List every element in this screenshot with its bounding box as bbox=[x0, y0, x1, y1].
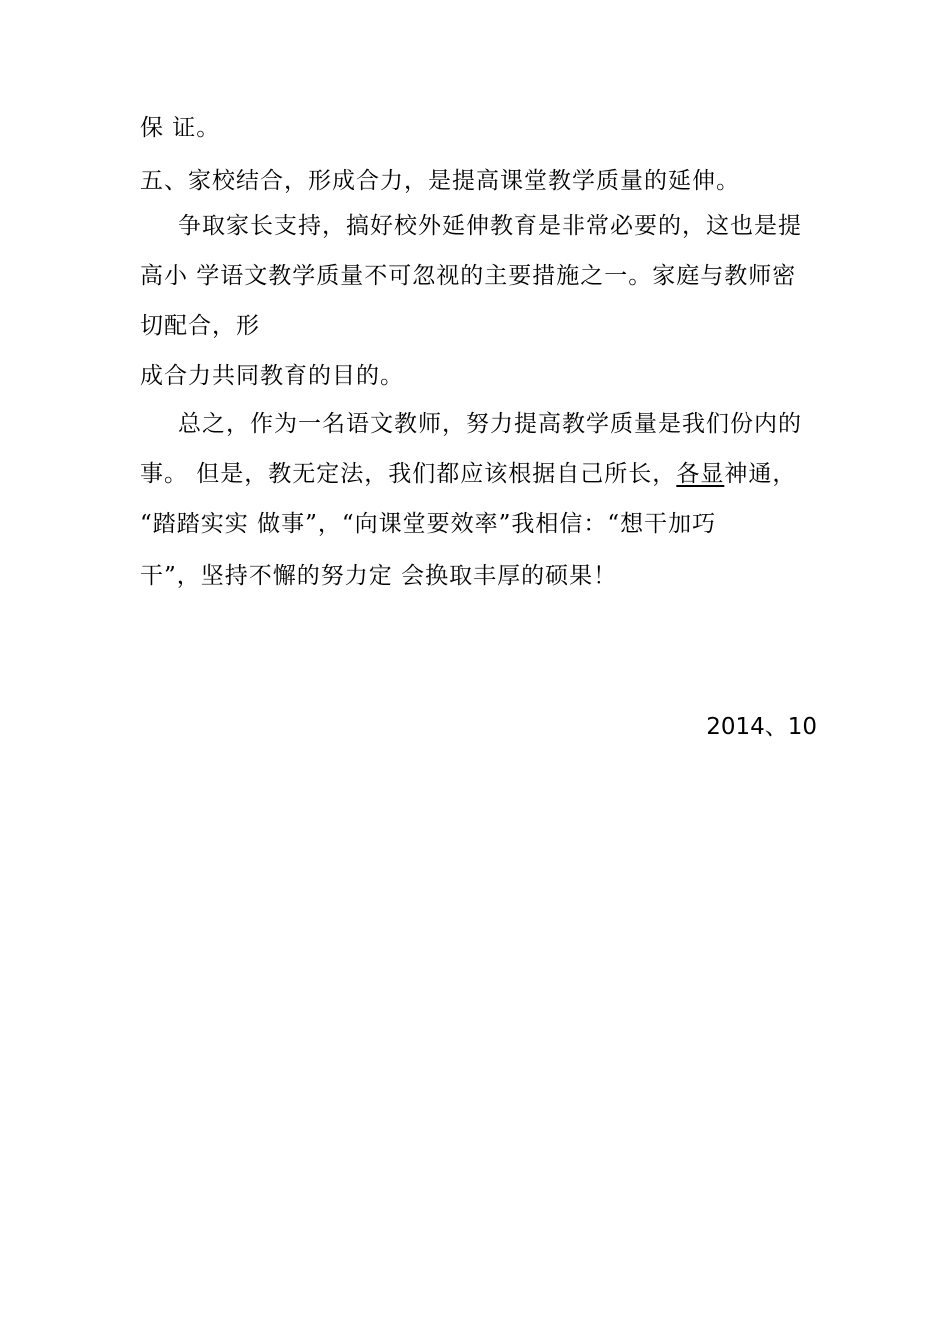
text-line-4: 高小 学语文教学质量不可忽视的主要措施之一。家庭与教师密 bbox=[140, 263, 797, 289]
text-line-1: 保 证。 bbox=[140, 115, 221, 141]
text-line-8 bbox=[140, 459, 796, 489]
text-line-5: 切配合，形 bbox=[140, 313, 260, 339]
text-line-8-after: 神通， bbox=[724, 461, 797, 487]
document-date: 2014、10 bbox=[706, 714, 817, 740]
text-line-3: 争取家长支持，搞好校外延伸教育是非常必要的，这也是提 bbox=[178, 213, 802, 239]
underlined-text: 各显 bbox=[676, 461, 725, 487]
text-line-9: “踏踏实实 做事”，“向课堂要效率”我相信：“想干加巧 bbox=[140, 511, 717, 537]
text-line-10: 干”，坚持不懈的努力定 会换取丰厚的硕果！ bbox=[140, 563, 618, 589]
text-line-8-before: 事。 但是，教无定法，我们都应该根据自己所长， bbox=[140, 461, 677, 487]
section-heading-5: 五、家校结合，形成合力，是提高课堂教学质量的延伸。 bbox=[140, 168, 740, 194]
text-line-7: 总之，作为一名语文教师，努力提高教学质量是我们份内的 bbox=[178, 411, 802, 437]
text-line-6: 成合力共同教育的目的。 bbox=[140, 363, 404, 389]
